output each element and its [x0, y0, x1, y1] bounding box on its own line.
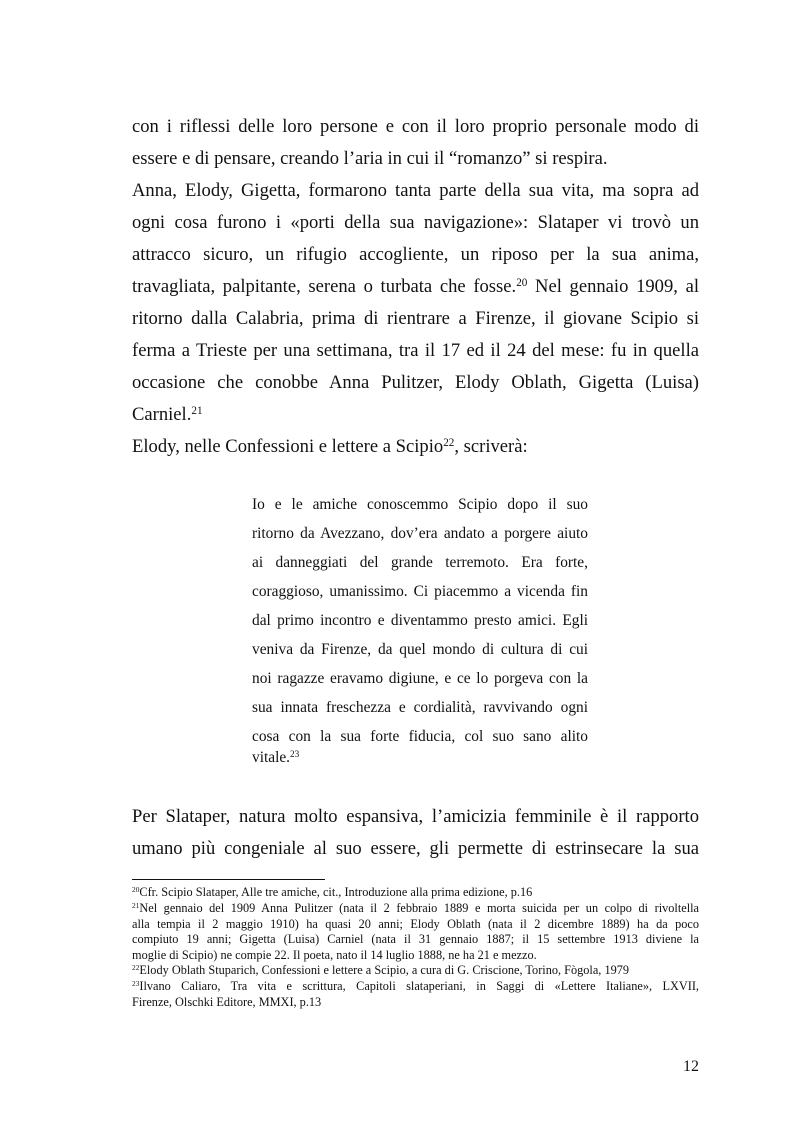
footnote-22: [132, 964, 629, 976]
footnote-line: moglie di Scipio) ne compie 22. Il poeta, nato il 14 luglio 1888, ne ha 21 e mezzo.: [132, 948, 537, 962]
body-line: ogni cosa furono i «porti della sua navigazione»: Slataper vi trovò un: [132, 212, 699, 233]
footnote-ref-21: 21: [191, 404, 203, 417]
footnote-text: Nel gennaio del 1909 Anna Pulitzer (nata il 2 febbraio 1889 e morta suicida per un colpo di rivoltella: [139, 901, 699, 915]
body-line: ritorno dalla Calabria, prima di rientrare a Firenze, il giovane Scipio si: [132, 308, 699, 329]
body-line: attracco sicuro, un rifugio accogliente, un riposo per la sua anima,: [132, 244, 699, 265]
footnote-line: alla tempia il 2 maggio 1910) ha quasi 20 anni; Elody Oblath (nata il 2 dicembre 1889) ha da poco: [132, 917, 699, 931]
body-line: umano più congeniale al suo essere, gli permette di estrinsecare la sua: [132, 838, 699, 859]
footnote-separator: [132, 879, 325, 880]
quote-line: coraggioso, umanissimo. Ci piacemmo a vicenda fin: [252, 583, 588, 600]
body-line: Anna, Elody, Gigetta, formarono tanta parte della sua vita, ma sopra ad: [132, 180, 699, 201]
footnote-text: Elody Oblath Stuparich, Confessioni e lettere a Scipio, a cura di G. Criscione, Torino, Fògola, 1979: [139, 963, 630, 977]
quote-line: dal primo incontro e diventammo presto amici. Egli: [252, 612, 588, 629]
body-line: ferma a Trieste per una settimana, tra il 17 ed il 24 del mese: fu in quella: [132, 340, 699, 361]
body-text: Nel gennaio 1909, al: [527, 276, 699, 297]
footnote-number: 22: [132, 962, 140, 972]
quote-line: veniva da Firenze, da quel mondo di cultura di cui: [252, 641, 588, 658]
footnote-line: compiuto 19 anni; Gigetta (Luisa) Carniel (nata il 31 gennaio 1887; il 15 settembre 1913 diviene la: [132, 932, 699, 946]
body-text: Elody, nelle Confessioni e lettere a Scipio: [132, 436, 444, 457]
footnote-ref-23: 23: [290, 748, 300, 759]
footnote-line: Firenze, Olschki Editore, MMXI, p.13: [132, 995, 322, 1009]
quote-text: vitale.: [252, 749, 291, 766]
footnote-ref-22: 22: [443, 436, 455, 449]
footnote-text: Cfr. Scipio Slataper, Alle tre amiche, cit., Introduzione alla prima edizione, p.16: [139, 885, 533, 899]
footnote-number: 23: [132, 978, 140, 988]
footnote-ref-20: 20: [516, 276, 528, 289]
footnote-text: Ilvano Caliaro, Tra vita e scrittura, Capitoli slataperiani, in Saggi di «Lettere Italiane», LXVII,: [139, 979, 699, 993]
body-line: [132, 278, 699, 297]
body-line: con i riflessi delle loro persone e con il loro proprio personale modo di: [132, 116, 699, 137]
quote-line: sua innata freschezza e cordialità, ravvivando ogni: [252, 699, 588, 716]
footnote-number: 21: [132, 900, 140, 910]
body-line: essere e di pensare, creando l’aria in cui il “romanzo” si respira.: [132, 148, 608, 169]
quote-line: [252, 750, 299, 765]
quote-line: cosa con la sua forte fiducia, col suo sano alito: [252, 728, 588, 745]
footnote-20: [132, 886, 532, 898]
body-text: , scriverà:: [454, 436, 528, 457]
footnote-number: 20: [132, 884, 140, 894]
body-line: [132, 406, 203, 425]
body-line: occasione che conobbe Anna Pulitzer, Elody Oblath, Gigetta (Luisa): [132, 372, 699, 393]
body-line: [132, 438, 528, 457]
quote-line: ai danneggiati del grande terremoto. Era forte,: [252, 554, 588, 571]
body-text: travagliata, palpitante, serena o turbata che fosse.: [132, 276, 517, 297]
body-text: Carniel.: [132, 404, 192, 425]
quote-line: Io e le amiche conoscemmo Scipio dopo il suo: [252, 496, 588, 513]
page-number: 12: [683, 1058, 699, 1075]
quote-line: ritorno da Avezzano, dov’era andato a porgere aiuto: [252, 525, 588, 542]
body-line: Per Slataper, natura molto espansiva, l’amicizia femminile è il rapporto: [132, 806, 699, 827]
footnote-21: [132, 902, 699, 914]
footnote-23: [132, 980, 699, 992]
quote-line: noi ragazze eravamo digiune, e ce lo porgeva con la: [252, 670, 588, 687]
